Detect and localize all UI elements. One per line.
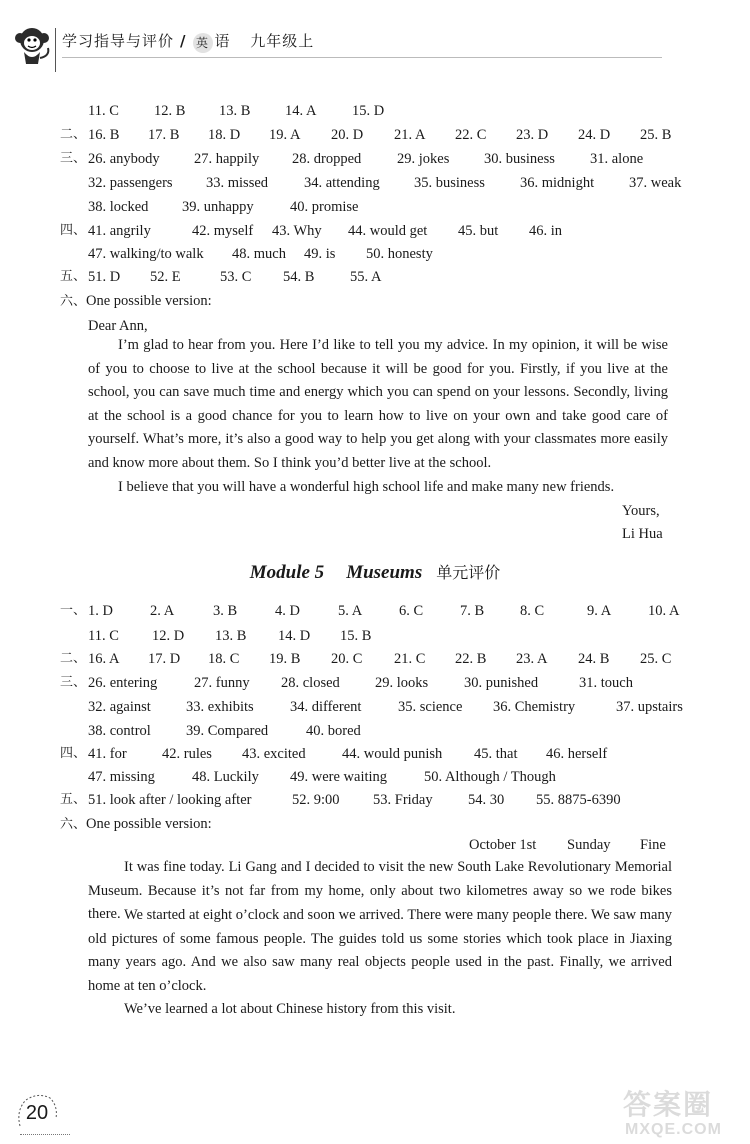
answer-item: 42. myself xyxy=(192,223,254,239)
answer-item: 53. C xyxy=(220,269,252,285)
section-label: 六、 xyxy=(60,294,87,309)
answer-item: 15. D xyxy=(352,103,385,119)
watermark-url: MXQE.COM xyxy=(625,1121,722,1138)
section-label: 六、 xyxy=(60,817,87,832)
answer-item: 18. D xyxy=(208,127,241,143)
answer-item: 46. herself xyxy=(546,746,608,762)
answer-item: 54. 30 xyxy=(468,792,505,808)
answer-item: 26. entering xyxy=(88,675,158,691)
answer-item: 55. A xyxy=(350,269,382,285)
answer-item: 13. B xyxy=(219,103,251,119)
letter-greeting: Dear Ann, xyxy=(88,318,148,334)
answer-item: 21. C xyxy=(394,651,426,667)
answer-item: 7. B xyxy=(460,603,485,619)
answer-item: 43. excited xyxy=(242,746,306,762)
answer-item: 41. for xyxy=(88,746,127,762)
section-label: 二、 xyxy=(60,651,87,666)
answer-item: 28. closed xyxy=(281,675,340,691)
answer-item: 37. upstairs xyxy=(616,699,683,715)
section-label: 一、 xyxy=(60,603,87,618)
answer-item: 24. B xyxy=(578,651,610,667)
answer-item: 14. A xyxy=(285,103,317,119)
answer-item: 47. walking/to walk xyxy=(88,246,204,262)
answer-item: 52. 9:00 xyxy=(292,792,340,808)
answer-item: 12. D xyxy=(152,628,185,644)
answer-item: 33. missed xyxy=(206,175,269,191)
section-label: 二、 xyxy=(60,127,87,142)
answer-item: 2. A xyxy=(150,603,175,619)
answer-item: 19. A xyxy=(269,127,301,143)
title-slash: / xyxy=(180,32,187,50)
answer-item: 11. C xyxy=(88,103,119,119)
answer-item: 33. exhibits xyxy=(186,699,254,715)
diary-weather: Fine xyxy=(640,837,666,853)
header-divider xyxy=(55,28,56,72)
diary-weekday: Sunday xyxy=(567,837,611,853)
answer-item: 43. Why xyxy=(272,223,322,239)
monkey-mascot-icon xyxy=(10,20,56,66)
answer-item: 30. business xyxy=(484,151,555,167)
answer-item: 44. would get xyxy=(348,223,428,239)
section-label: 五、 xyxy=(60,792,87,807)
answer-item: 25. B xyxy=(640,127,672,143)
answer-item: 24. D xyxy=(578,127,611,143)
letter-signature: Li Hua xyxy=(622,526,663,542)
module-name: Museums xyxy=(346,562,423,583)
answer-item: 22. B xyxy=(455,651,487,667)
page-number-text: 20 xyxy=(25,1102,49,1124)
answer-item: 18. C xyxy=(208,651,240,667)
section-label: 四、 xyxy=(60,746,87,761)
diary-date: October 1st xyxy=(469,837,537,853)
section-six-top xyxy=(60,292,212,311)
answer-item: 39. unhappy xyxy=(182,199,254,215)
section-label: 四、 xyxy=(60,223,87,238)
answer-item: 39. Compared xyxy=(186,723,269,739)
answer-item: 54. B xyxy=(283,269,315,285)
page-header xyxy=(0,0,750,70)
letter-closing: Yours, xyxy=(622,503,660,519)
answer-item: 12. B xyxy=(154,103,186,119)
answer-item: 22. C xyxy=(455,127,487,143)
answer-item: 34. attending xyxy=(304,175,380,191)
section-label: 三、 xyxy=(60,675,87,690)
page-number-underline xyxy=(20,1134,70,1135)
answer-item: 42. rules xyxy=(162,746,212,762)
answer-item: 25. C xyxy=(640,651,672,667)
answer-item: 13. B xyxy=(215,628,247,644)
answer-item: 35. business xyxy=(414,175,485,191)
answer-item: 44. would punish xyxy=(342,746,443,762)
answer-item: 51. D xyxy=(88,269,121,285)
answer-item: 53. Friday xyxy=(373,792,433,808)
answer-item: 8. C xyxy=(520,603,545,619)
answer-item: 50. honesty xyxy=(366,246,433,262)
answer-item: 36. Chemistry xyxy=(493,699,576,715)
answer-item: 49. were waiting xyxy=(290,769,388,785)
letter-closing-paragraph: I believe that you will have a wonderful high school life and make many new friends. xyxy=(118,479,615,495)
grade-label: 九年级上 xyxy=(250,32,315,50)
answer-item: 23. D xyxy=(516,127,549,143)
answer-item: 41. angrily xyxy=(88,223,151,239)
answer-item: 5. A xyxy=(338,603,363,619)
answer-item: 50. Although / Though xyxy=(424,769,556,785)
answer-item: 23. A xyxy=(516,651,548,667)
diary-paragraph-2: We started at eight o’clock and soon we arrived. There were many people there. We saw many old pictures of some famous people. The guides told us some stories which took place in Jiaxing many years ago. And we also saw many real objects people used in the past. Finally, we arrived home at ten o’clock. xyxy=(88,907,672,994)
answer-item: 36. midnight xyxy=(520,175,595,191)
answer-item: 48. Luckily xyxy=(192,769,259,785)
answer-item: 38. locked xyxy=(88,199,149,215)
section-intro: One possible version: xyxy=(86,816,212,832)
answer-item: 51. look after / looking after xyxy=(88,792,252,808)
answer-item: 10. A xyxy=(648,603,680,619)
diary-paragraph-3: We’ve learned a lot about Chinese history from this visit. xyxy=(124,1001,456,1017)
answer-item: 49. is xyxy=(304,246,336,262)
section-intro: One possible version: xyxy=(86,293,212,309)
answer-item: 32. passengers xyxy=(88,175,173,191)
answer-item: 31. touch xyxy=(579,675,633,691)
page-number xyxy=(14,1092,60,1132)
section-label: 三、 xyxy=(60,151,87,166)
section-six-bottom xyxy=(60,815,212,834)
answer-item: 21. A xyxy=(394,127,426,143)
answer-item: 19. B xyxy=(269,651,301,667)
answer-item: 14. D xyxy=(278,628,311,644)
answer-item: 15. B xyxy=(340,628,372,644)
watermark-text: 答案圈 xyxy=(623,1088,714,1121)
answer-item: 32. against xyxy=(88,699,151,715)
header-rule xyxy=(62,57,662,58)
module-title xyxy=(0,560,750,584)
letter-body: I’m glad to hear from you. Here I’d like to tell you my advice. In my opinion, it will be wise of you to choose to live at the school because it will be good for you. Firstly, if you live at the school, you can save much time and energy which you can spend on your lessons. Secondly, living at the school is a good chance for you to learn how to live on your own and take good care of yourself. What’s more, it’s also a good way to help you get along with your classmates more easily and know more about them. So I think you’d better live at the school. xyxy=(88,337,668,471)
answer-item: 4. D xyxy=(275,603,300,619)
header-title xyxy=(62,30,314,53)
answer-item: 45. but xyxy=(458,223,499,239)
answer-item: 20. C xyxy=(331,651,363,667)
answer-item: 45. that xyxy=(474,746,518,762)
book-title: 学习指导与评价 xyxy=(62,32,175,50)
diary-paragraph-1: It was fine today. Li Gang and I decided to visit the new South Lake Revolutionary Memorial Museum. Because it’s not far from my home, only about two kilometres away so we rode bikes there. xyxy=(88,859,672,922)
answer-item: 27. happily xyxy=(194,151,260,167)
answer-item: 17. B xyxy=(148,127,180,143)
answer-item: 55. 8875-6390 xyxy=(536,792,621,808)
answer-item: 9. A xyxy=(587,603,612,619)
answer-item: 29. jokes xyxy=(397,151,450,167)
answer-item: 27. funny xyxy=(194,675,250,691)
answer-item: 16. A xyxy=(88,651,120,667)
answer-item: 20. D xyxy=(331,127,364,143)
section-label: 五、 xyxy=(60,269,87,284)
answer-item: 34. different xyxy=(290,699,362,715)
answer-item: 30. punished xyxy=(464,675,539,691)
answer-item: 46. in xyxy=(529,223,563,239)
answer-item: 28. dropped xyxy=(292,151,362,167)
answer-item: 6. C xyxy=(399,603,424,619)
subject-badge: 英 xyxy=(193,33,213,53)
module-cn-label: 单元评价 xyxy=(436,563,501,582)
subject-rest: 语 xyxy=(214,32,231,50)
answer-item: 26. anybody xyxy=(88,151,160,167)
answer-item: 16. B xyxy=(88,127,120,143)
answer-item: 48. much xyxy=(232,246,286,262)
answer-item: 17. D xyxy=(148,651,181,667)
answer-item: 40. bored xyxy=(306,723,361,739)
answer-item: 47. missing xyxy=(88,769,155,785)
answer-item: 35. science xyxy=(398,699,463,715)
answer-item: 29. looks xyxy=(375,675,429,691)
answer-item: 1. D xyxy=(88,603,113,619)
site-watermark xyxy=(615,1083,745,1141)
answer-item: 40. promise xyxy=(290,199,359,215)
module-number: Module 5 xyxy=(249,562,325,583)
answer-item: 11. C xyxy=(88,628,119,644)
answer-item: 31. alone xyxy=(590,151,644,167)
answer-item: 3. B xyxy=(213,603,238,619)
answer-item: 38. control xyxy=(88,723,151,739)
answer-item: 52. E xyxy=(150,269,181,285)
answer-item: 37. weak xyxy=(629,175,682,191)
